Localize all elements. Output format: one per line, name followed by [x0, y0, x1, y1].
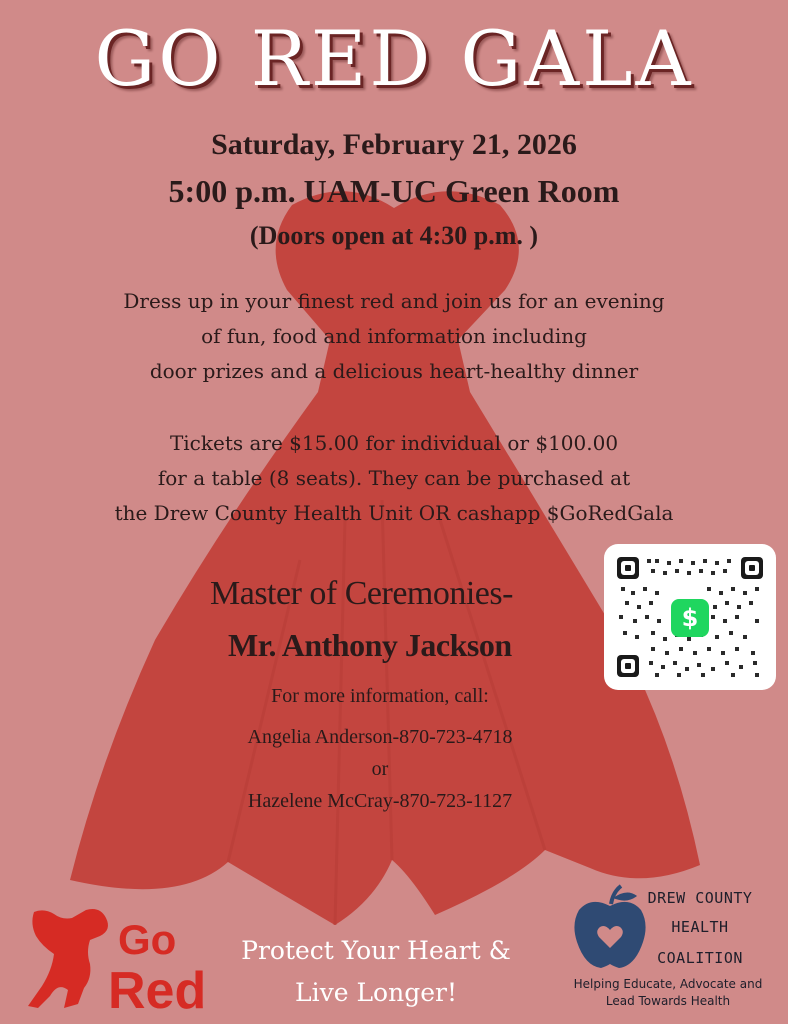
coalition-line: HEALTH: [671, 918, 729, 936]
tickets-line: Tickets are $15.00 for individual or $100.00: [169, 431, 619, 455]
tickets-paragraph: [0, 426, 788, 531]
apple-heart-icon: [571, 882, 649, 974]
red-dress-logo-icon: [28, 909, 108, 1008]
invite-line: Dress up in your finest red and join us for an evening: [123, 289, 665, 313]
cashapp-qr-code[interactable]: [604, 544, 776, 690]
contact-hazelene: Hazelene McCray-870-723-1127: [247, 790, 513, 812]
slogan-line: Protect Your Heart &: [241, 936, 511, 965]
tickets-line: the Drew County Health Unit OR cashapp $GoRedGala: [114, 501, 674, 525]
qr-pattern: [615, 553, 765, 681]
drew-county-health-coalition-logo: [565, 882, 775, 1017]
contact-angelia: Angelia Anderson-870-723-4718: [247, 726, 513, 748]
event-time-location: 5:00 p.m. UAM-UC Green Room: [168, 173, 620, 209]
doors-open-note: (Doors open at 4:30 p.m. ): [249, 221, 539, 250]
go-red-logo: [28, 906, 208, 1014]
go-red-logo-go: Go: [118, 916, 177, 963]
cash-app-icon: [671, 599, 709, 637]
coalition-line: DREW COUNTY: [647, 889, 753, 907]
coalition-tagline-line: Lead Towards Health: [605, 994, 731, 1008]
slogan-line: Live Longer!: [294, 978, 457, 1007]
slogan: [226, 930, 526, 1014]
go-red-logo-red: Red: [108, 962, 207, 1014]
coalition-tagline-line: Helping Educate, Advocate and: [573, 977, 763, 991]
tickets-line: for a table (8 seats). They can be purchased at: [157, 466, 631, 490]
contact-or: or: [371, 758, 389, 780]
invite-line: of fun, food and information including: [201, 324, 587, 348]
coalition-line: COALITION: [657, 949, 743, 967]
mc-role: Master of Ceremonies-: [210, 575, 513, 612]
invite-line: door prizes and a delicious heart-healthy dinner: [149, 359, 639, 383]
invite-paragraph: [0, 284, 788, 389]
mc-name: Mr. Anthony Jackson: [228, 627, 512, 663]
coalition-tagline: [553, 976, 783, 1010]
cash-app-symbol: $: [681, 604, 699, 632]
event-title: GO RED GALA: [94, 14, 694, 103]
event-date: Saturday, February 21, 2026: [211, 128, 577, 161]
contact-label: For more information, call:: [271, 685, 489, 707]
